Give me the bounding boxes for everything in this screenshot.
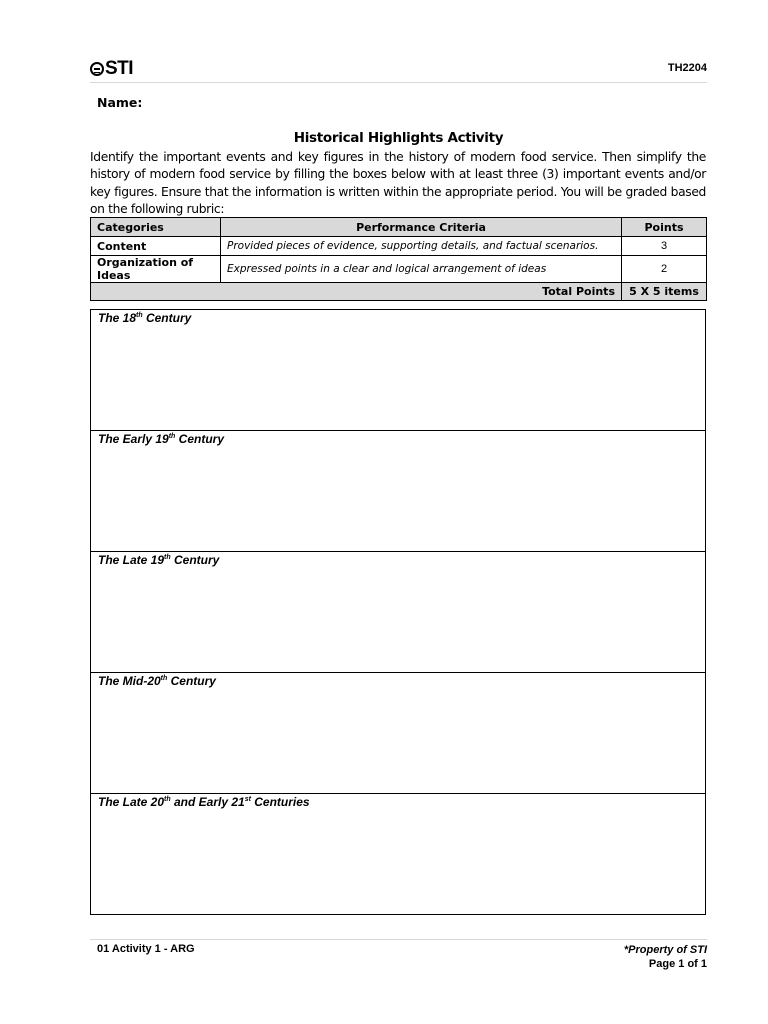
name-label: Name: [97, 95, 143, 110]
globe-icon [90, 62, 104, 76]
row-points: 3 [622, 237, 707, 256]
header-points: Points [622, 218, 707, 237]
page-title: Historical Highlights Activity [293, 130, 504, 146]
header-categories: Categories [91, 218, 221, 237]
rubric-header-row [91, 218, 707, 237]
table-row [91, 256, 707, 283]
table-row [91, 237, 707, 256]
period-heading: The Late 20th and Early 21st Centuries [98, 795, 310, 809]
period-box-late-19th-century[interactable] [91, 552, 705, 673]
course-code: TH2204 [667, 62, 707, 74]
footer-page-number: Page 1 of 1 [648, 958, 707, 970]
row-criteria: Provided pieces of evidence, supporting details, and factual scenarios. [221, 237, 622, 256]
header-divider [90, 82, 707, 83]
rubric-table [90, 217, 707, 301]
sti-logo [90, 58, 133, 80]
footer-activity: 01 Activity 1 - ARG [97, 943, 195, 955]
period-boxes [90, 309, 706, 915]
row-category: Content [91, 237, 221, 256]
period-heading: The Mid-20th Century [98, 674, 216, 688]
footer-right [624, 943, 707, 971]
row-points: 2 [622, 256, 707, 283]
period-heading: The 18th Century [98, 311, 192, 325]
instructions-text: Identify the important events and key figures in the history of modern food service. Then simplify the history of modern food service by filling the boxes below with at least three (3) important events and/or key figures. Ensure that the information is written within the appropriate period. You will be graded based on the following rubric: [90, 150, 706, 216]
row-category: Organization of Ideas [91, 256, 221, 283]
period-box-18th-century[interactable] [91, 310, 705, 431]
footer-property: *Property of STI [623, 944, 707, 956]
total-value: 5 X 5 items [622, 283, 707, 301]
period-heading: The Early 19th Century [98, 432, 225, 446]
logo-text: STI [105, 58, 134, 79]
total-row [91, 283, 707, 301]
row-criteria: Expressed points in a clear and logical arrangement of ideas [221, 256, 622, 283]
period-box-late-20th-early-21st-centuries[interactable] [91, 794, 705, 914]
footer-divider [90, 939, 707, 940]
period-heading: The Late 19th Century [98, 553, 220, 567]
total-label: Total Points [91, 283, 622, 301]
period-box-mid-20th-century[interactable] [91, 673, 705, 794]
period-box-early-19th-century[interactable] [91, 431, 705, 552]
header-performance-criteria: Performance Criteria [221, 218, 622, 237]
